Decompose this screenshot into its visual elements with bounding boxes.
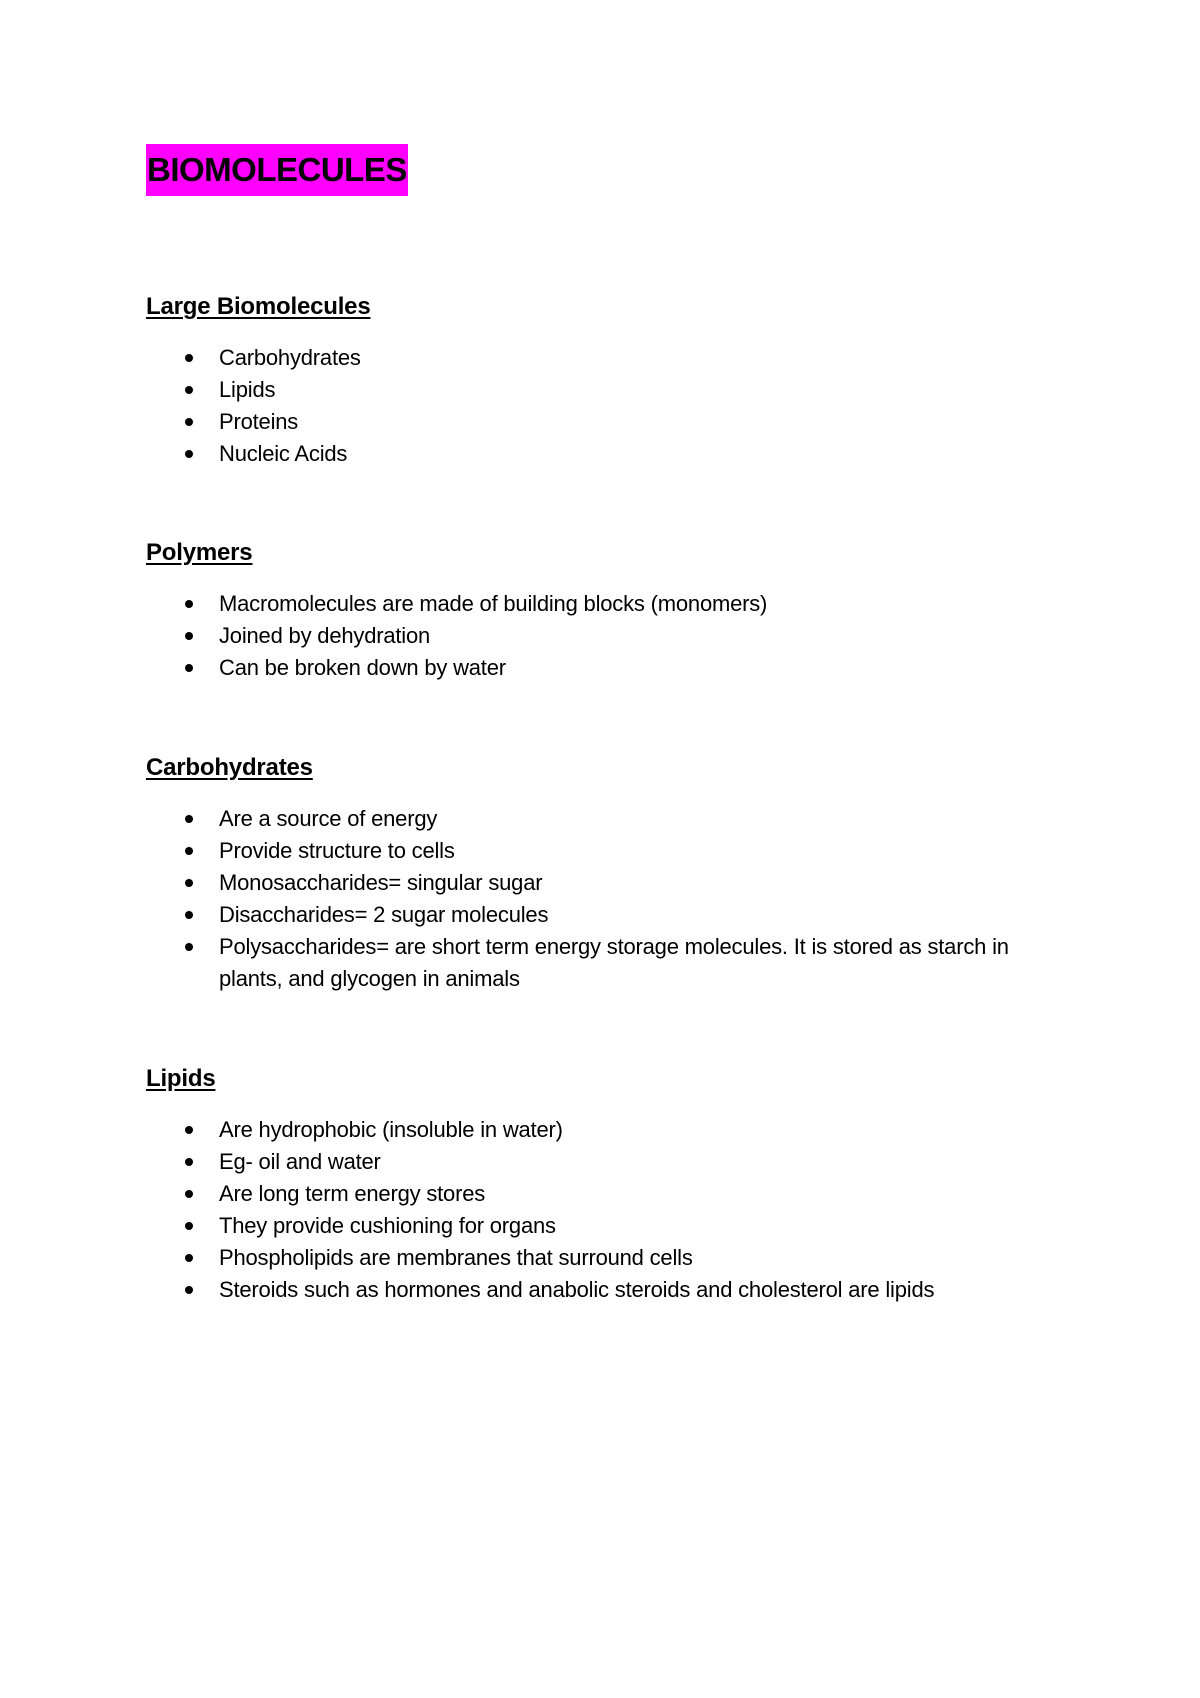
bullet-icon: [185, 354, 193, 362]
list-item: [146, 1146, 1066, 1178]
bullet-icon: [185, 1190, 193, 1198]
list-item: [146, 438, 1066, 470]
list-item-text: Carbohydrates: [219, 345, 361, 370]
bullet-list: [146, 803, 1066, 995]
list-item-text: Polysaccharides= are short term energy storage molecules. It is stored as starch in plants, and glycogen in animals: [219, 934, 1009, 991]
bullet-icon: [185, 632, 193, 640]
list-item-text: Macromolecules are made of building blocks (monomers): [219, 591, 768, 616]
bullet-icon: [185, 879, 193, 887]
bullet-icon: [185, 943, 193, 951]
list-item-text: Eg- oil and water: [219, 1149, 381, 1174]
bullet-icon: [185, 418, 193, 426]
list-item-text: Steroids such as hormones and anabolic steroids and cholesterol are lipids: [219, 1277, 935, 1302]
list-item: [146, 1274, 1066, 1306]
bullet-icon: [185, 1286, 193, 1294]
list-item: [146, 342, 1066, 374]
list-item-text: Phospholipids are membranes that surround cells: [219, 1245, 693, 1270]
bullet-list: [146, 1114, 1066, 1306]
bullet-icon: [185, 847, 193, 855]
section-carbohydrates: [146, 753, 1066, 995]
list-item: [146, 620, 1066, 652]
bullet-icon: [185, 815, 193, 823]
list-item-text: Are a source of energy: [219, 806, 438, 831]
bullet-icon: [185, 600, 193, 608]
bullet-icon: [185, 1126, 193, 1134]
list-item: [146, 1178, 1066, 1210]
list-item-text: Can be broken down by water: [219, 655, 506, 680]
bullet-icon: [185, 664, 193, 672]
section-heading: Polymers: [146, 539, 253, 566]
bullet-list: [146, 588, 1066, 684]
list-item: [146, 406, 1066, 438]
section-lipids: [146, 1064, 1066, 1306]
list-item-text: Monosaccharides= singular sugar: [219, 870, 543, 895]
list-item: [146, 652, 1066, 684]
list-item-text: Are long term energy stores: [219, 1181, 486, 1206]
list-item-text: Nucleic Acids: [219, 441, 348, 466]
document-title: BIOMOLECULES: [146, 144, 408, 196]
list-item-text: Are hydrophobic (insoluble in water): [219, 1117, 563, 1142]
bullet-icon: [185, 1158, 193, 1166]
list-item: [146, 899, 1066, 931]
list-item: [146, 867, 1066, 899]
list-item: [146, 1210, 1066, 1242]
bullet-icon: [185, 1222, 193, 1230]
list-item-text: Provide structure to cells: [219, 838, 455, 863]
section-large-biomolecules: [146, 292, 1066, 470]
list-item-text: Disaccharides= 2 sugar molecules: [219, 902, 549, 927]
section-polymers: [146, 538, 1066, 684]
list-item-text: Joined by dehydration: [219, 623, 431, 648]
section-heading: Carbohydrates: [146, 754, 313, 781]
list-item: [146, 1242, 1066, 1274]
list-item-text: Lipids: [219, 377, 276, 402]
bullet-list: [146, 342, 1066, 470]
list-item: [146, 1114, 1066, 1146]
list-item: [146, 374, 1066, 406]
list-item: [146, 931, 1066, 995]
list-item-text: They provide cushioning for organs: [219, 1213, 556, 1238]
bullet-icon: [185, 911, 193, 919]
section-heading: Lipids: [146, 1065, 216, 1092]
bullet-icon: [185, 450, 193, 458]
bullet-icon: [185, 386, 193, 394]
list-item-text: Proteins: [219, 409, 299, 434]
list-item: [146, 588, 1066, 620]
list-item: [146, 835, 1066, 867]
list-item: [146, 803, 1066, 835]
section-heading: Large Biomolecules: [146, 293, 371, 320]
bullet-icon: [185, 1254, 193, 1262]
